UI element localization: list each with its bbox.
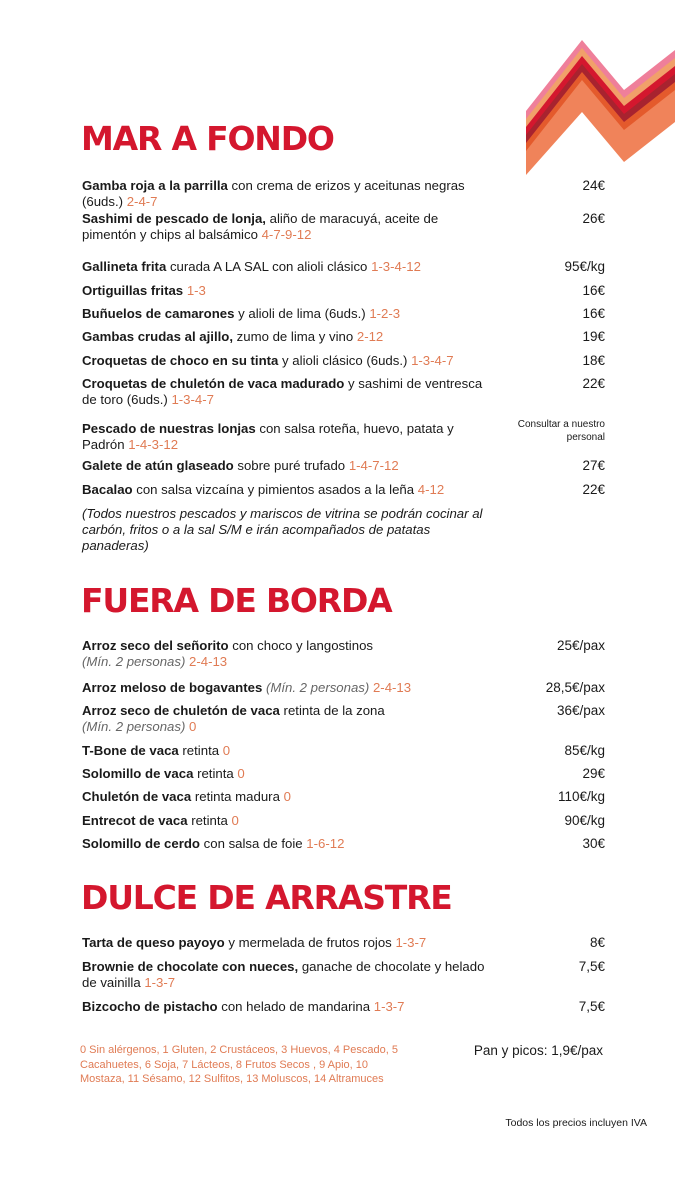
section-title-fuera-de-borda: FUERA DE BORDA xyxy=(81,581,392,620)
dish-description xyxy=(82,329,487,345)
dish-detail: retinta de la zona xyxy=(279,703,385,718)
allergen-codes: 1-2-3 xyxy=(369,306,401,321)
dish-name: Croquetas de chuletón de vaca madurado xyxy=(82,376,345,391)
dish-price: 29€ xyxy=(582,766,605,781)
dish-description xyxy=(82,259,487,275)
allergen-codes: 1-6-12 xyxy=(306,836,345,851)
section-title-dulce-de-arrastre: DULCE DE ARRASTRE xyxy=(81,878,452,917)
allergen-codes: 1-3-7 xyxy=(373,999,405,1014)
dish-name: Solomillo de vaca xyxy=(82,766,194,781)
allergen-codes: 2-4-13 xyxy=(189,654,228,669)
dish-price: 25€/pax xyxy=(556,638,605,653)
dish-description xyxy=(82,353,487,369)
dish-price: 18€ xyxy=(582,353,605,368)
dish-note: (Mín. 2 personas) xyxy=(265,680,370,695)
dish-description xyxy=(82,421,487,453)
dish-description xyxy=(82,959,487,991)
dish-detail: retinta xyxy=(187,813,228,828)
dish-detail: aliño de maracuyá, aceite de pimentón y chips al balsámico xyxy=(82,211,439,242)
dish-note: (Mín. 2 personas) xyxy=(82,719,186,734)
dish-price: 22€ xyxy=(582,482,605,497)
dish-description xyxy=(82,743,487,759)
dish-detail: con salsa de foie xyxy=(199,836,303,851)
dish-price: 85€/kg xyxy=(564,743,605,758)
dish-price: 22€ xyxy=(582,376,605,391)
dish-description xyxy=(82,836,487,852)
dish-description xyxy=(82,935,487,951)
allergen-codes: 1-3-4-7 xyxy=(171,392,214,407)
dish-description xyxy=(82,789,487,805)
dish-description xyxy=(82,376,487,408)
allergen-codes: 1-3-4-7 xyxy=(411,353,454,368)
dish-price: 19€ xyxy=(582,329,605,344)
dish-description xyxy=(82,178,487,210)
dish-description xyxy=(82,813,487,829)
dish-description xyxy=(82,638,487,670)
dish-price: 30€ xyxy=(582,836,605,851)
dish-price: 36€/pax xyxy=(556,703,605,718)
dish-name: T-Bone de vaca xyxy=(82,743,179,758)
dish-detail: con choco y langostinos xyxy=(228,638,373,653)
allergen-codes: 1-3 xyxy=(186,283,206,298)
dish-detail: curada A LA SAL con alioli clásico xyxy=(166,259,368,274)
dish-detail: ganache de chocolate y helado de vainilla xyxy=(82,959,485,990)
dish-price: 110€/kg xyxy=(557,789,605,804)
dish-price: 26€ xyxy=(582,211,605,226)
dish-name: Galete de atún glaseado xyxy=(82,458,234,473)
allergen-codes: 2-4-7 xyxy=(126,194,158,209)
dish-name: Sashimi de pescado de lonja, xyxy=(82,211,266,226)
dish-price: 27€ xyxy=(582,458,605,473)
allergen-codes: 2-12 xyxy=(356,329,384,344)
dish-note: (Mín. 2 personas) xyxy=(82,654,186,669)
allergen-codes: 1-4-3-12 xyxy=(128,437,179,452)
dish-name: Gallineta frita xyxy=(82,259,167,274)
dish-price: 90€/kg xyxy=(564,813,605,828)
dish-name: Bacalao xyxy=(82,482,133,497)
allergen-codes: 4-7-9-12 xyxy=(261,227,312,242)
allergen-codes: 0 xyxy=(189,719,197,734)
dish-price: 7,5€ xyxy=(578,999,605,1014)
dish-description xyxy=(82,482,487,498)
section-footnote: (Todos nuestros pescados y mariscos de vitrina se podrán cocinar al carbón, fritos o a la sal S/M e irán acompañados de patatas panaderas) xyxy=(82,506,483,553)
dish-name: Solomillo de cerdo xyxy=(82,836,200,851)
dish-description xyxy=(82,680,487,696)
dish-detail: con salsa roteña, huevo, patata y Padrón xyxy=(82,421,454,452)
dish-description xyxy=(82,211,487,243)
allergen-codes: 0 xyxy=(231,813,239,828)
zigzag-chevron-logo xyxy=(526,40,675,175)
dish-detail: retinta xyxy=(178,743,220,758)
dish-price: 16€ xyxy=(582,306,605,321)
dish-price: Consultar a nuestro personal xyxy=(517,419,605,443)
dish-name: Ortiguillas fritas xyxy=(82,283,184,298)
dish-name: Bizcocho de pistacho xyxy=(82,999,218,1014)
dish-price: 16€ xyxy=(582,283,605,298)
section-title-mar-a-fondo: MAR A FONDO xyxy=(81,119,334,158)
dish-description xyxy=(82,458,487,474)
dish-name: Arroz meloso de bogavantes xyxy=(82,680,263,695)
dish-detail: con helado de mandarina xyxy=(217,999,371,1014)
dish-price: 7,5€ xyxy=(578,959,605,974)
dish-name: Buñuelos de camarones xyxy=(82,306,235,321)
dish-name: Tarta de queso payoyo xyxy=(82,935,225,950)
allergen-codes: 0 xyxy=(283,789,291,804)
dish-description xyxy=(82,283,487,299)
dish-description xyxy=(82,703,487,735)
dish-name: Arroz seco del señorito xyxy=(82,638,229,653)
allergen-codes: 1-3-4-12 xyxy=(371,259,421,274)
dish-price: 8€ xyxy=(589,935,605,950)
dish-detail: y mermelada de frutos rojos xyxy=(224,935,392,950)
dish-name: Arroz seco de chuletón de vaca xyxy=(82,703,280,718)
vat-note: Todos los precios incluyen IVA xyxy=(505,1117,647,1129)
dish-detail: zumo de lima y vino xyxy=(233,329,354,344)
dish-detail: y sashimi de ventresca de toro (6uds.) xyxy=(82,376,483,407)
dish-name: Chuletón de vaca xyxy=(82,789,192,804)
dish-price: 28,5€/pax xyxy=(545,680,605,695)
allergen-codes: 0 xyxy=(237,766,245,781)
allergen-codes: 2-4-13 xyxy=(372,680,412,695)
allergen-codes: 1-3-7 xyxy=(144,975,176,990)
dish-name: Entrecot de vaca xyxy=(82,813,188,828)
dish-detail: con crema de erizos y aceitunas negras (6uds.) xyxy=(82,178,465,209)
allergen-codes: 1-4-7-12 xyxy=(348,458,399,473)
dish-name: Gamba roja a la parrilla xyxy=(82,178,228,193)
dish-price: 24€ xyxy=(582,178,605,193)
dish-name: Brownie de chocolate con nueces, xyxy=(82,959,299,974)
dish-description xyxy=(82,306,487,322)
dish-description xyxy=(82,766,487,782)
dish-name: Gambas crudas al ajillo, xyxy=(82,329,233,344)
allergen-legend: 0 Sin alérgenos, 1 Gluten, 2 Crustáceos, 3 Huevos, 4 Pescado, 5 Cacahuetes, 6 Soja, 7 Lácteos, 8 Frutos Secos , 9 Apio, 10 Mostaza, 11 Sésamo, 12 Sulfitos, 13 Moluscos, 14 Altramuces xyxy=(80,1044,398,1085)
dish-price: 95€/kg xyxy=(564,259,605,274)
bread-price: Pan y picos: 1,9€/pax xyxy=(473,1043,603,1058)
dish-detail: retinta xyxy=(193,766,234,781)
dish-detail: sobre puré trufado xyxy=(233,458,346,473)
dish-detail: y alioli de lima (6uds.) xyxy=(234,306,366,321)
dish-detail: con salsa vizcaína y pimientos asados a la leña xyxy=(132,482,415,497)
dish-detail: retinta madura xyxy=(191,789,280,804)
dish-name: Croquetas de choco en su tinta xyxy=(82,353,279,368)
allergen-codes: 4-12 xyxy=(417,482,445,497)
allergen-codes: 1-3-7 xyxy=(395,935,427,950)
dish-description xyxy=(82,999,487,1015)
dish-name: Pescado de nuestras lonjas xyxy=(82,421,256,436)
allergen-codes: 0 xyxy=(222,743,231,758)
dish-detail: y alioli clásico (6uds.) xyxy=(278,353,408,368)
